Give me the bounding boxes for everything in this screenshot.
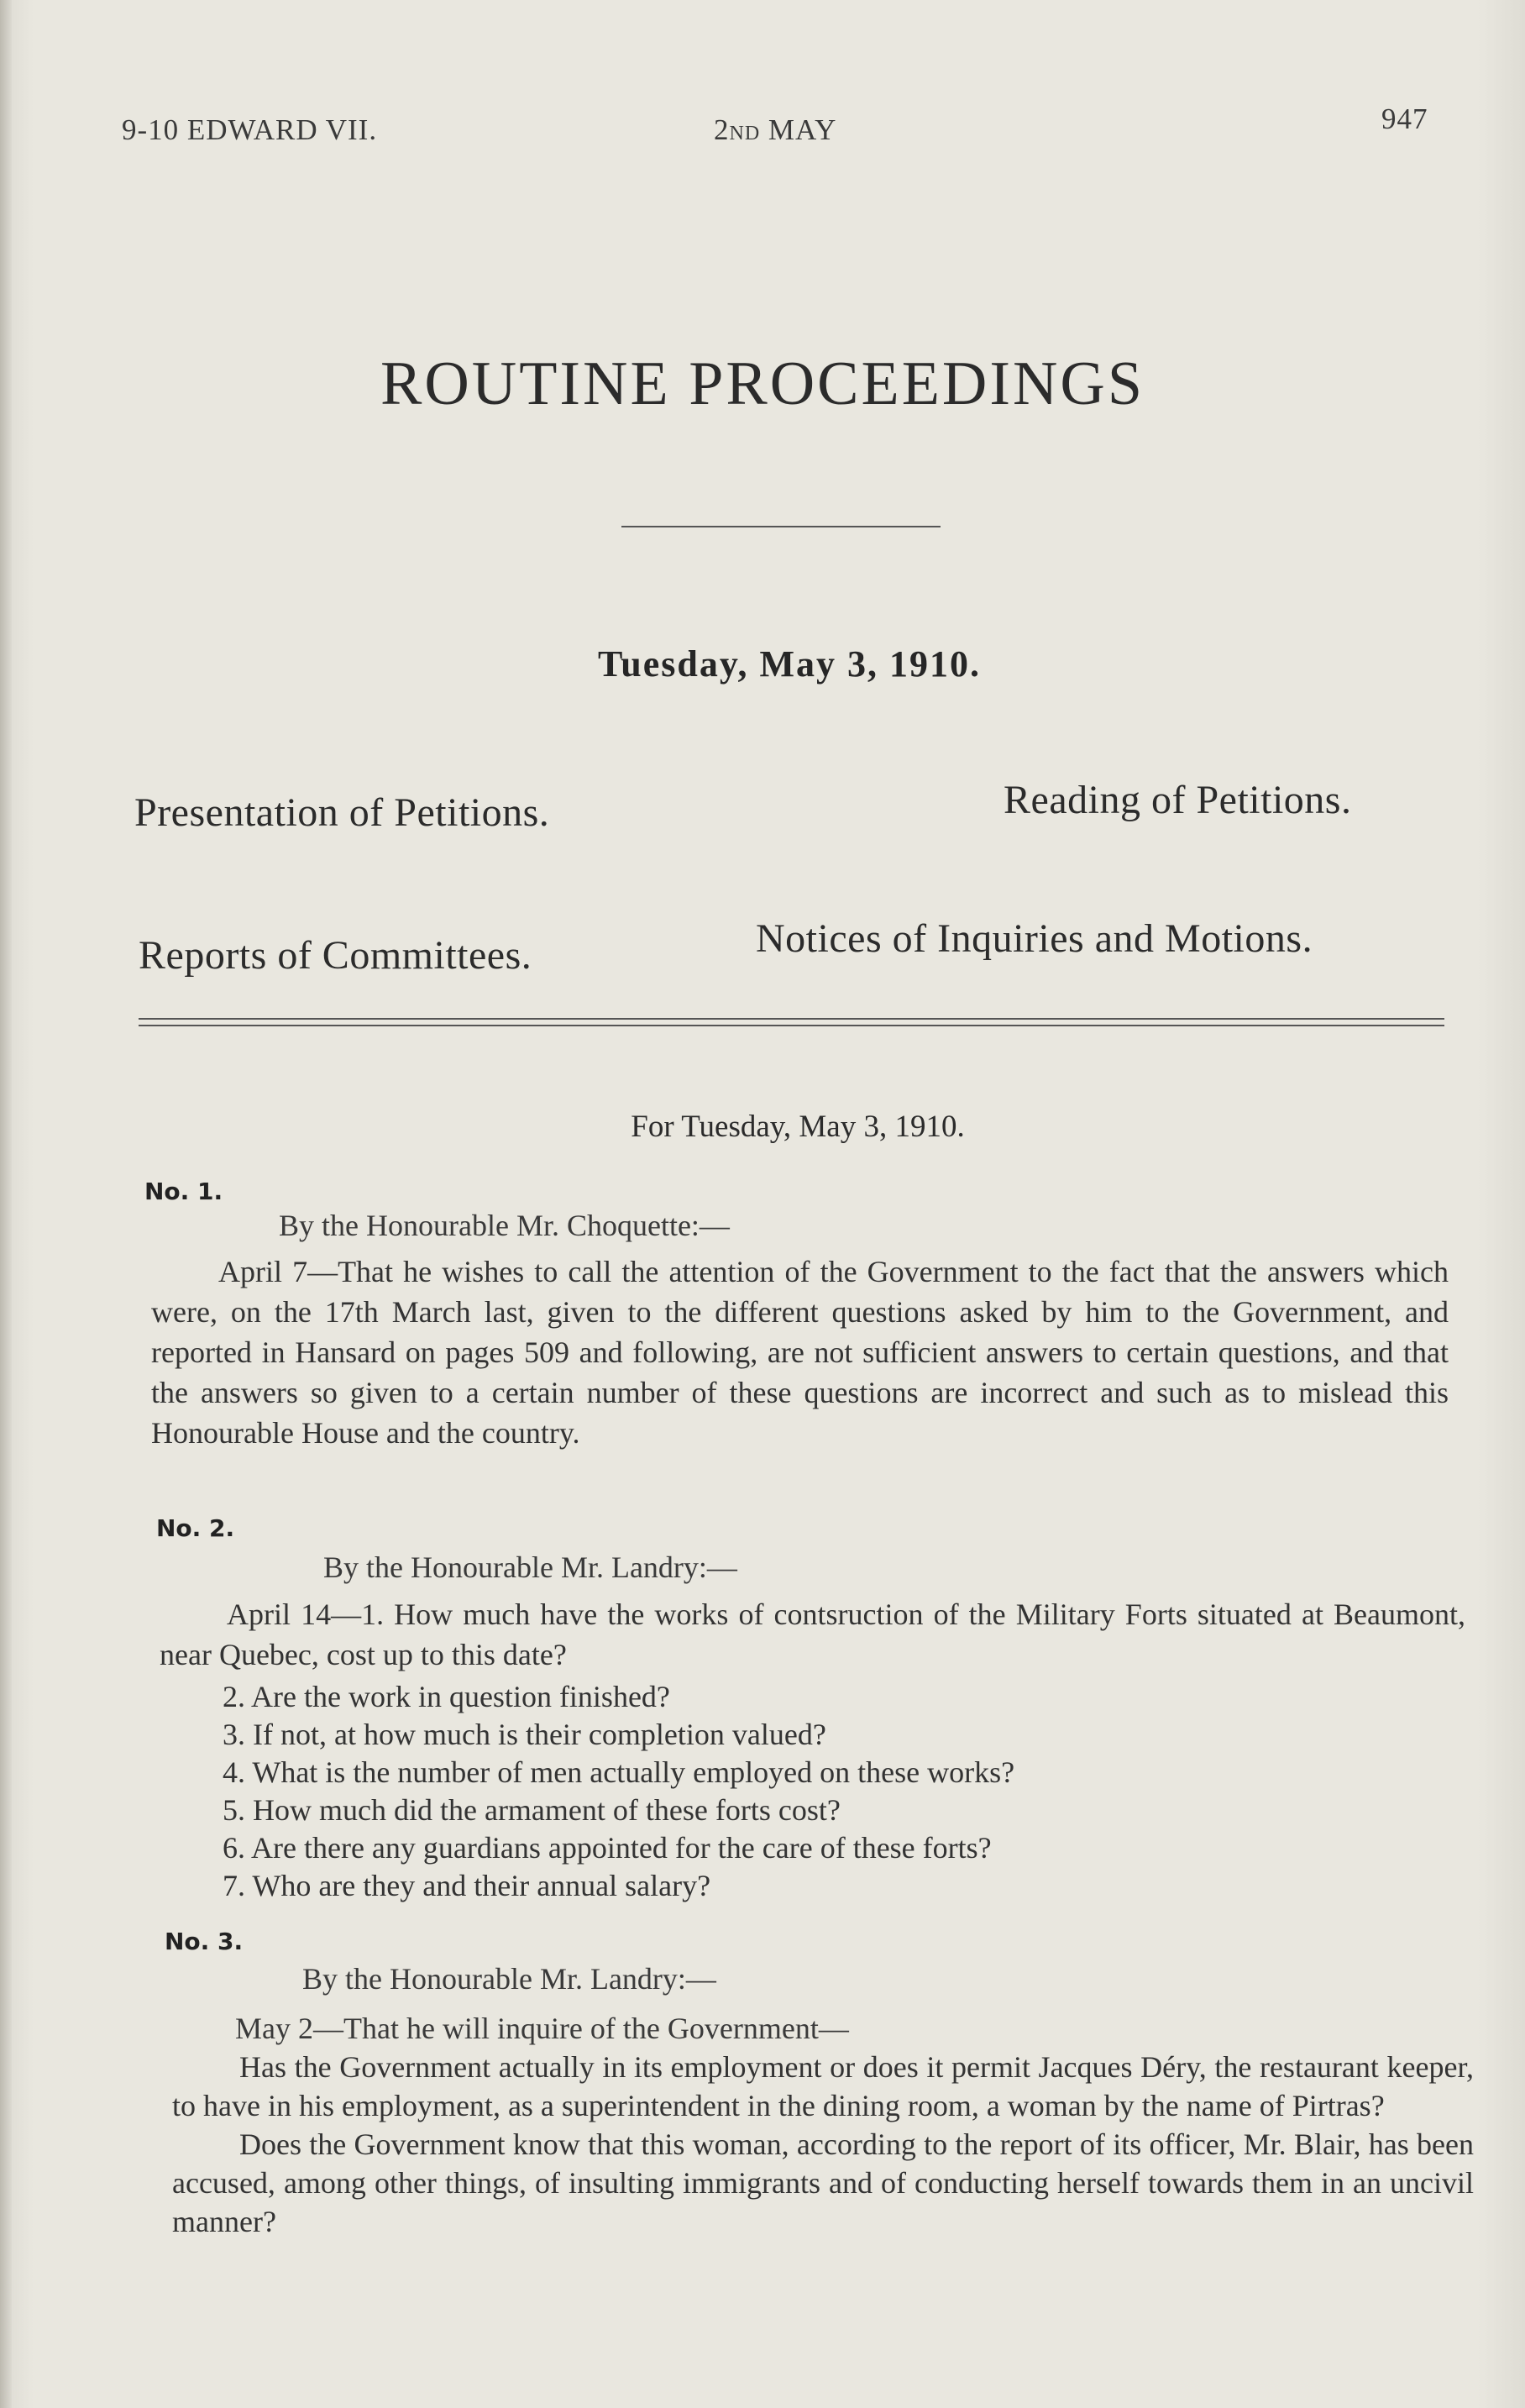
item-mover: By the Honourable Mr. Landry:—	[323, 1550, 737, 1584]
item-paragraph: Does the Government know that this woman, according to the report of its officer, Mr. Blair, has been accused, among other things, of insulting immigrants and of conducting herself towards them in an uncivil manner?	[172, 2127, 1474, 2238]
running-head-left: 9-10 EDWARD VII.	[122, 113, 378, 146]
item-mover: By the Honourable Mr. Choquette:—	[279, 1209, 730, 1242]
list-item: 3. If not, at how much is their completion valued?	[223, 1718, 826, 1751]
question-list	[223, 1678, 1014, 1905]
running-head-day: 2	[714, 113, 730, 146]
item-number: No. 3.	[165, 1928, 244, 1955]
heading-reports-of-committees: Reports of Committees.	[139, 933, 532, 978]
running-head-ordinal: ND	[729, 123, 761, 144]
list-item: 5. How much did the armament of these forts cost?	[223, 1793, 841, 1827]
section-divider	[139, 1018, 1444, 1026]
notice-date: For Tuesday, May 3, 1910.	[631, 1110, 965, 1144]
heading-reading-of-petitions: Reading of Petitions.	[1004, 778, 1352, 822]
item-number: No. 2.	[156, 1514, 235, 1542]
session-date: Tuesday, May 3, 1910.	[597, 643, 981, 685]
item-paragraph: April 14—1. How much have the works of contsruction of the Military Forts situated at Beaumont, near Quebec, cost up to this date?	[160, 1597, 1465, 1671]
list-item: 4. What is the number of men actually employed on these works?	[223, 1755, 1015, 1789]
item-paragraph: April 7—That he wishes to call the attention of the Government to the fact that the answers which were, on the 17th March last, given to the different questions asked by him to the Government, and reported in Hansard on pages 509 and following, are not sufficient answers to certain questions, and that the answers so given to a certain number of these questions are incorrect and such as to mislead this Honourable House and the country.	[151, 1255, 1449, 1450]
item-text	[151, 1251, 1449, 1453]
item-paragraph: Has the Government actually in its employment or does it permit Jacques Déry, the restaurant keeper, to have in his employment, as a superintendent in the dining room, a woman by the name of Pirtras?	[172, 2050, 1474, 2122]
list-item: 2. Are the work in question finished?	[223, 1680, 670, 1713]
heading-notices-of-inquiries: Notices of Inquiries and Motions.	[756, 916, 1313, 961]
page-title: ROUTINE PROCEEDINGS	[380, 349, 1145, 418]
running-head-center	[714, 113, 836, 147]
item-number: No. 1.	[144, 1178, 223, 1205]
item-text	[160, 1594, 1465, 1675]
running-head-month: MAY	[760, 113, 837, 146]
item-intro-line: May 2—That he will inquire of the Government—	[235, 2012, 849, 2045]
page-number: 947	[1381, 102, 1428, 135]
item-text	[172, 2048, 1474, 2241]
item-mover: By the Honourable Mr. Landry:—	[302, 1962, 716, 1996]
heading-presentation-of-petitions: Presentation of Petitions.	[134, 790, 550, 835]
title-divider	[621, 526, 941, 527]
list-item: 6. Are there any guardians appointed for the care of these forts?	[223, 1831, 992, 1865]
list-item: 7. Who are they and their annual salary?	[223, 1869, 711, 1902]
